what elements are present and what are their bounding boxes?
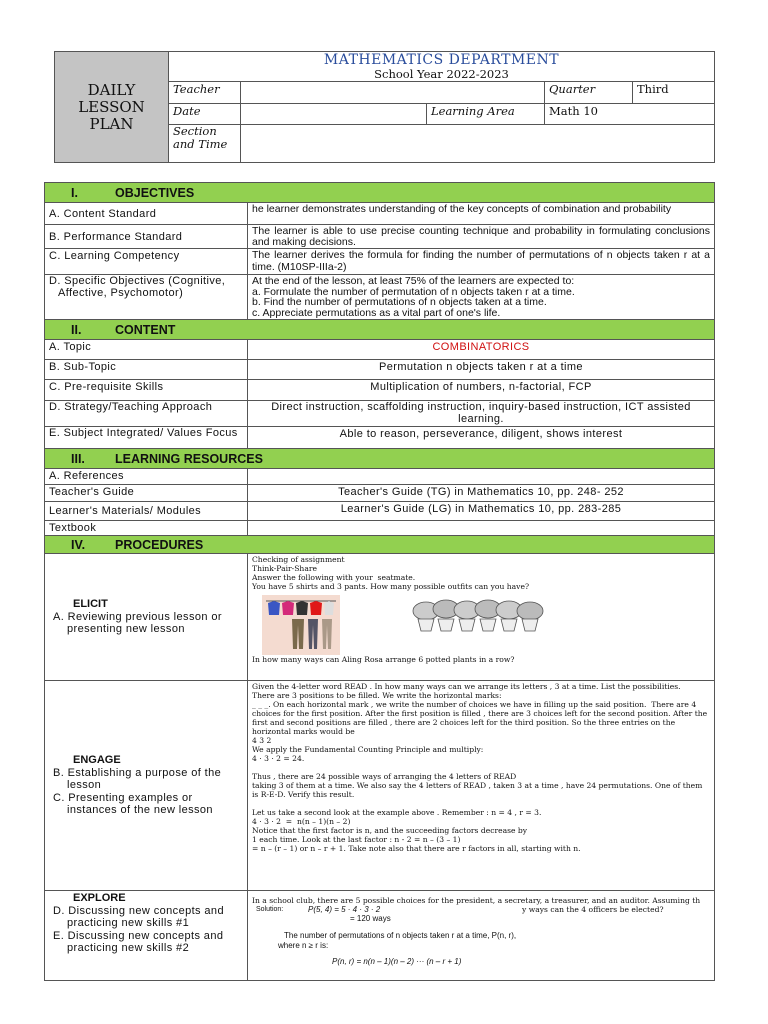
elicit-content: Checking of assignment Think-Pair-Share Answer the following with your seatmate. You have 5 shirts and 3 pants. How many possible outfits can you have? In how many ways can Aling Rosa arrange 6 potted plants in a row? [248,554,715,681]
permutation-formula: P(n, r) = n(n – 1)(n – 2) ··· (n – r + 1) [332,957,462,966]
solution-expr: P(5, 4) = 5 · 4 · 3 · 2 [308,905,381,914]
topic-label: A. Topic [45,340,248,360]
lesson-table [44,182,715,981]
content-standard-label: A. Content Standard [45,203,248,225]
header-table [54,51,715,163]
textbook-value [248,521,715,536]
elicit-label-cell [45,554,248,681]
textbook-label: Textbook [45,521,248,536]
doc-title: DAILY LESSON PLAN [55,52,169,163]
school-year: School Year 2022-2023 [374,67,509,81]
engage-label-cell [45,681,248,891]
quarter-value: Third [633,82,715,104]
learning-competency-label: C. Learning Competency [45,249,248,275]
section-content-heading: II. CONTENT [45,320,715,340]
teachers-guide-value: Teacher's Guide (TG) in Mathematics 10, pp. 248- 252 [248,485,715,502]
content-standard-value: he learner demonstrates understanding of the key concepts of combination and probability [248,203,715,225]
explore-content [248,891,715,981]
learning-area-value: Math 10 [545,104,715,125]
strategy-label: D. Strategy/Teaching Approach [45,401,248,427]
quarter-label: Quarter [545,82,633,104]
values-focus-label: E. Subject Integrated/ Values Focus [45,427,248,449]
elicit-images [252,591,710,653]
elicit-question: In how many ways can Aling Rosa arrange 6 potted plants in a row? [252,655,515,664]
specific-objectives-label: D. Specific Objectives (Cognitive, Affective, Psychomotor) [45,275,248,320]
date-field[interactable] [241,104,427,125]
date-label: Date [169,104,241,125]
engage-item-b: B. Establishing a purpose of the lesson [53,766,222,792]
department-cell [169,52,715,82]
potted-plants-image [412,599,547,637]
prerequisite-value: Multiplication of numbers, n-factorial, FCP [248,380,715,401]
learners-materials-label: Learner's Materials/ Modules [45,502,248,521]
solution-result: = 120 ways [350,914,391,923]
references-label: A. References [45,469,248,485]
references-value [248,469,715,485]
strategy-value: Direct instruction, scaffolding instruction, inquiry-based instruction, ICT assisted learning. [248,401,715,427]
engage-title: ENGAGE [73,754,121,767]
explore-item-d: D. Discussing new concepts and practicing new skills #1 [53,904,224,929]
explore-problem: In a school club, there are 5 possible choices for the president, a secretary, a treasurer, and an auditor. Assuming th [252,896,701,905]
subtopic-value: Permutation n objects taken r at a time [248,360,715,380]
explore-problem-tail: y ways can the 4 officers be elected? [522,905,664,914]
prerequisite-label: C. Pre-requisite Skills [45,380,248,401]
engage-content: Given the 4-letter word READ . In how many ways can we arrange its letters , 3 at a time. List the possibilities. There are 3 positions to be filled. We write the horizontal marks: _ _ _. On each horizontal mark , we write the number of choices we have in filling up the said position. There are 4 choices for the first position. After the first position is filled , there are 3 choices left for the second position. After the first and second positions are filled , there are 2 choices left for the third position. So the three entries on the horizontal marks would be 4 3 2 We apply the Fundamental Counting Principle and multiply: 4 · 3 · 2 = 24. Thus , there are 24 possible ways of arranging the 4 letters of READ taking 3 of them at a time. We also say the 4 letters of READ , taken 3 at a time , have 24 permutations. One of them is R-E-D. Verify this result. Let us take a second look at the example above . Remember : n = 4 , r = 3. 4 · 3 · 2 = n(n – 1)(n – 2) Notice that the first factor is n, and the succeeding factors decrease by 1 each time. Look at the last factor : n - 2 = n – (3 – 1) = n – (r – 1) or n – r + 1. Take note also that there are r factors in all, starting with n. [248,681,715,891]
definition-line-2: where n ≥ r is: [278,941,329,950]
teacher-field[interactable] [241,82,545,104]
section-procedures-heading: IV. PROCEDURES [45,536,715,554]
section-resources-heading: III. LEARNING RESOURCES [45,449,715,469]
elicit-item: A. Reviewing previous lesson or presenting new lesson [53,610,222,636]
explore-label-cell [45,891,248,981]
teachers-guide-label: Teacher's Guide [45,485,248,502]
explore-formula-box [252,905,710,971]
solution-label: Solution: [256,906,284,913]
explore-title: EXPLORE [73,892,126,904]
explore-item-e: E. Discussing new concepts and practicing new skills #2 [53,929,224,954]
engage-item-c: C. Presenting examples or instances of the new lesson [53,791,213,817]
section-field[interactable] [241,125,715,163]
topic-value: COMBINATORICS [248,340,715,360]
teacher-label: Teacher [169,82,241,104]
subtopic-label: B. Sub-Topic [45,360,248,380]
performance-standard-value: The learner is able to use precise counting technique and probability in formulating conclusions and making decisions. [248,225,715,249]
shirts-and-pants-image [262,595,340,655]
performance-standard-label: B. Performance Standard [45,225,248,249]
department-title: MATHEMATICS DEPARTMENT [323,52,560,68]
learners-materials-value: Learner's Guide (LG) in Mathematics 10, pp. 283-285 [248,502,715,521]
learning-area-label: Learning Area [427,104,545,125]
definition-line-1: The number of permutations of n objects taken r at a time, P(n, r), [284,931,517,940]
values-focus-value: Able to reason, perseverance, diligent, shows interest [248,427,715,449]
specific-objectives-value: At the end of the lesson, at least 75% of the learners are expected to: a. Formulate the number of permutation of n objects taken r at a time. b. Find the number of permutations of n objects taken at a time. c. Appreciate permutations as a vital part of one's life. [248,275,715,320]
section-label: Section and Time [169,125,241,163]
elicit-title: ELICIT [73,598,108,611]
learning-competency-value: The learner derives the formula for finding the number of permutations of n objects taken r at a time. (M10SP-IIIa-2) [248,249,715,275]
section-objectives-heading: I. OBJECTIVES [45,183,715,203]
